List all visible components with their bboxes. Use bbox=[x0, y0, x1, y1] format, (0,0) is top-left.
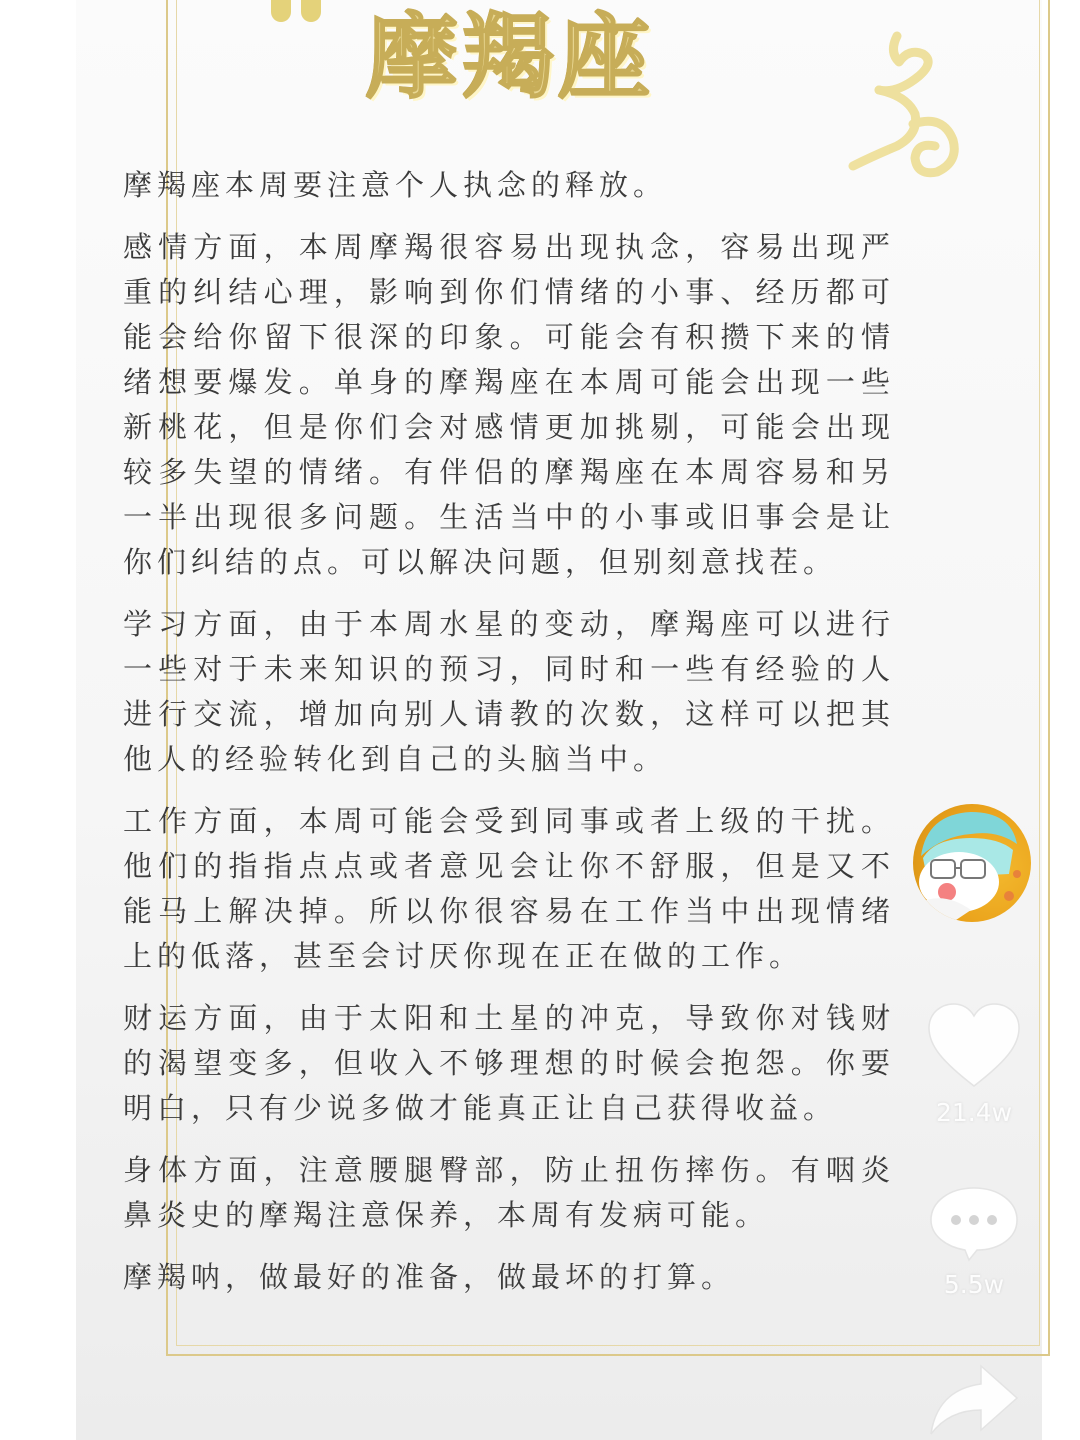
comment-count: 5.5w bbox=[943, 1270, 1005, 1299]
card-title: 摩羯座 bbox=[366, 4, 655, 111]
action-rail bbox=[910, 800, 1040, 1440]
share-button[interactable] bbox=[925, 1360, 1023, 1440]
intro-paragraph: 摩羯座本周要注意个人执念的释放。 bbox=[123, 168, 668, 202]
card-content bbox=[123, 163, 895, 1300]
avatar-illustration-icon bbox=[913, 804, 1031, 922]
study-paragraph: 学习方面，由于本周水星的变动，摩羯座可以进行一些对于未来知识的预习，同时和一些有经验的人进行交流，增加向别人请教的次数，这样可以把其他人的经验转化到自己的头脑当中。 bbox=[123, 607, 895, 776]
work-paragraph: 工作方面，本周可能会受到同事或者上级的干扰。他们的指指点点或者意见会让你不舒服，但是又不能马上解决掉。所以你很容易在工作当中出现情绪上的低落，甚至会讨厌你现在正在做的工作。 bbox=[123, 804, 895, 973]
comment-button[interactable] bbox=[925, 1184, 1023, 1299]
love-paragraph: 感情方面，本周摩羯很容易出现执念，容易出现严重的纠结心理，影响到你们情绪的小事、经历都可能会给你留下很深的印象。可能会有积攒下来的情绪想要爆发。单身的摩羯座在本周可能会出现一些新桃花，但是你们会对感情更加挑剔，可能会出现较多失望的情绪。有伴侣的摩羯座在本周容易和另一半出现很多问题。生活当中的小事或旧事会是让你们纠结的点。可以解决问题，但别刻意找茬。 bbox=[123, 230, 895, 579]
health-paragraph: 身体方面，注意腰腿臀部，防止扭伤摔伤。有咽炎鼻炎史的摩羯注意保养，本周有发病可能。 bbox=[123, 1153, 895, 1232]
closing-paragraph: 摩羯呐，做最好的准备，做最坏的打算。 bbox=[123, 1260, 736, 1294]
horoscope-card bbox=[76, 0, 1042, 1440]
wealth-paragraph: 财运方面，由于太阳和土星的冲克，导致你对钱财的渴望变多，但收入不够理想的时候会抱怨。你要明白，只有少说多做才能真正让自己获得收益。 bbox=[123, 1001, 895, 1125]
quote-mark-icon bbox=[271, 0, 331, 26]
comment-icon bbox=[925, 1184, 1023, 1264]
like-button[interactable] bbox=[925, 1000, 1023, 1127]
share-icon bbox=[925, 1360, 1023, 1436]
like-count: 21.4w bbox=[935, 1098, 1013, 1127]
heart-icon bbox=[925, 1000, 1023, 1092]
avatar[interactable] bbox=[913, 804, 1031, 922]
